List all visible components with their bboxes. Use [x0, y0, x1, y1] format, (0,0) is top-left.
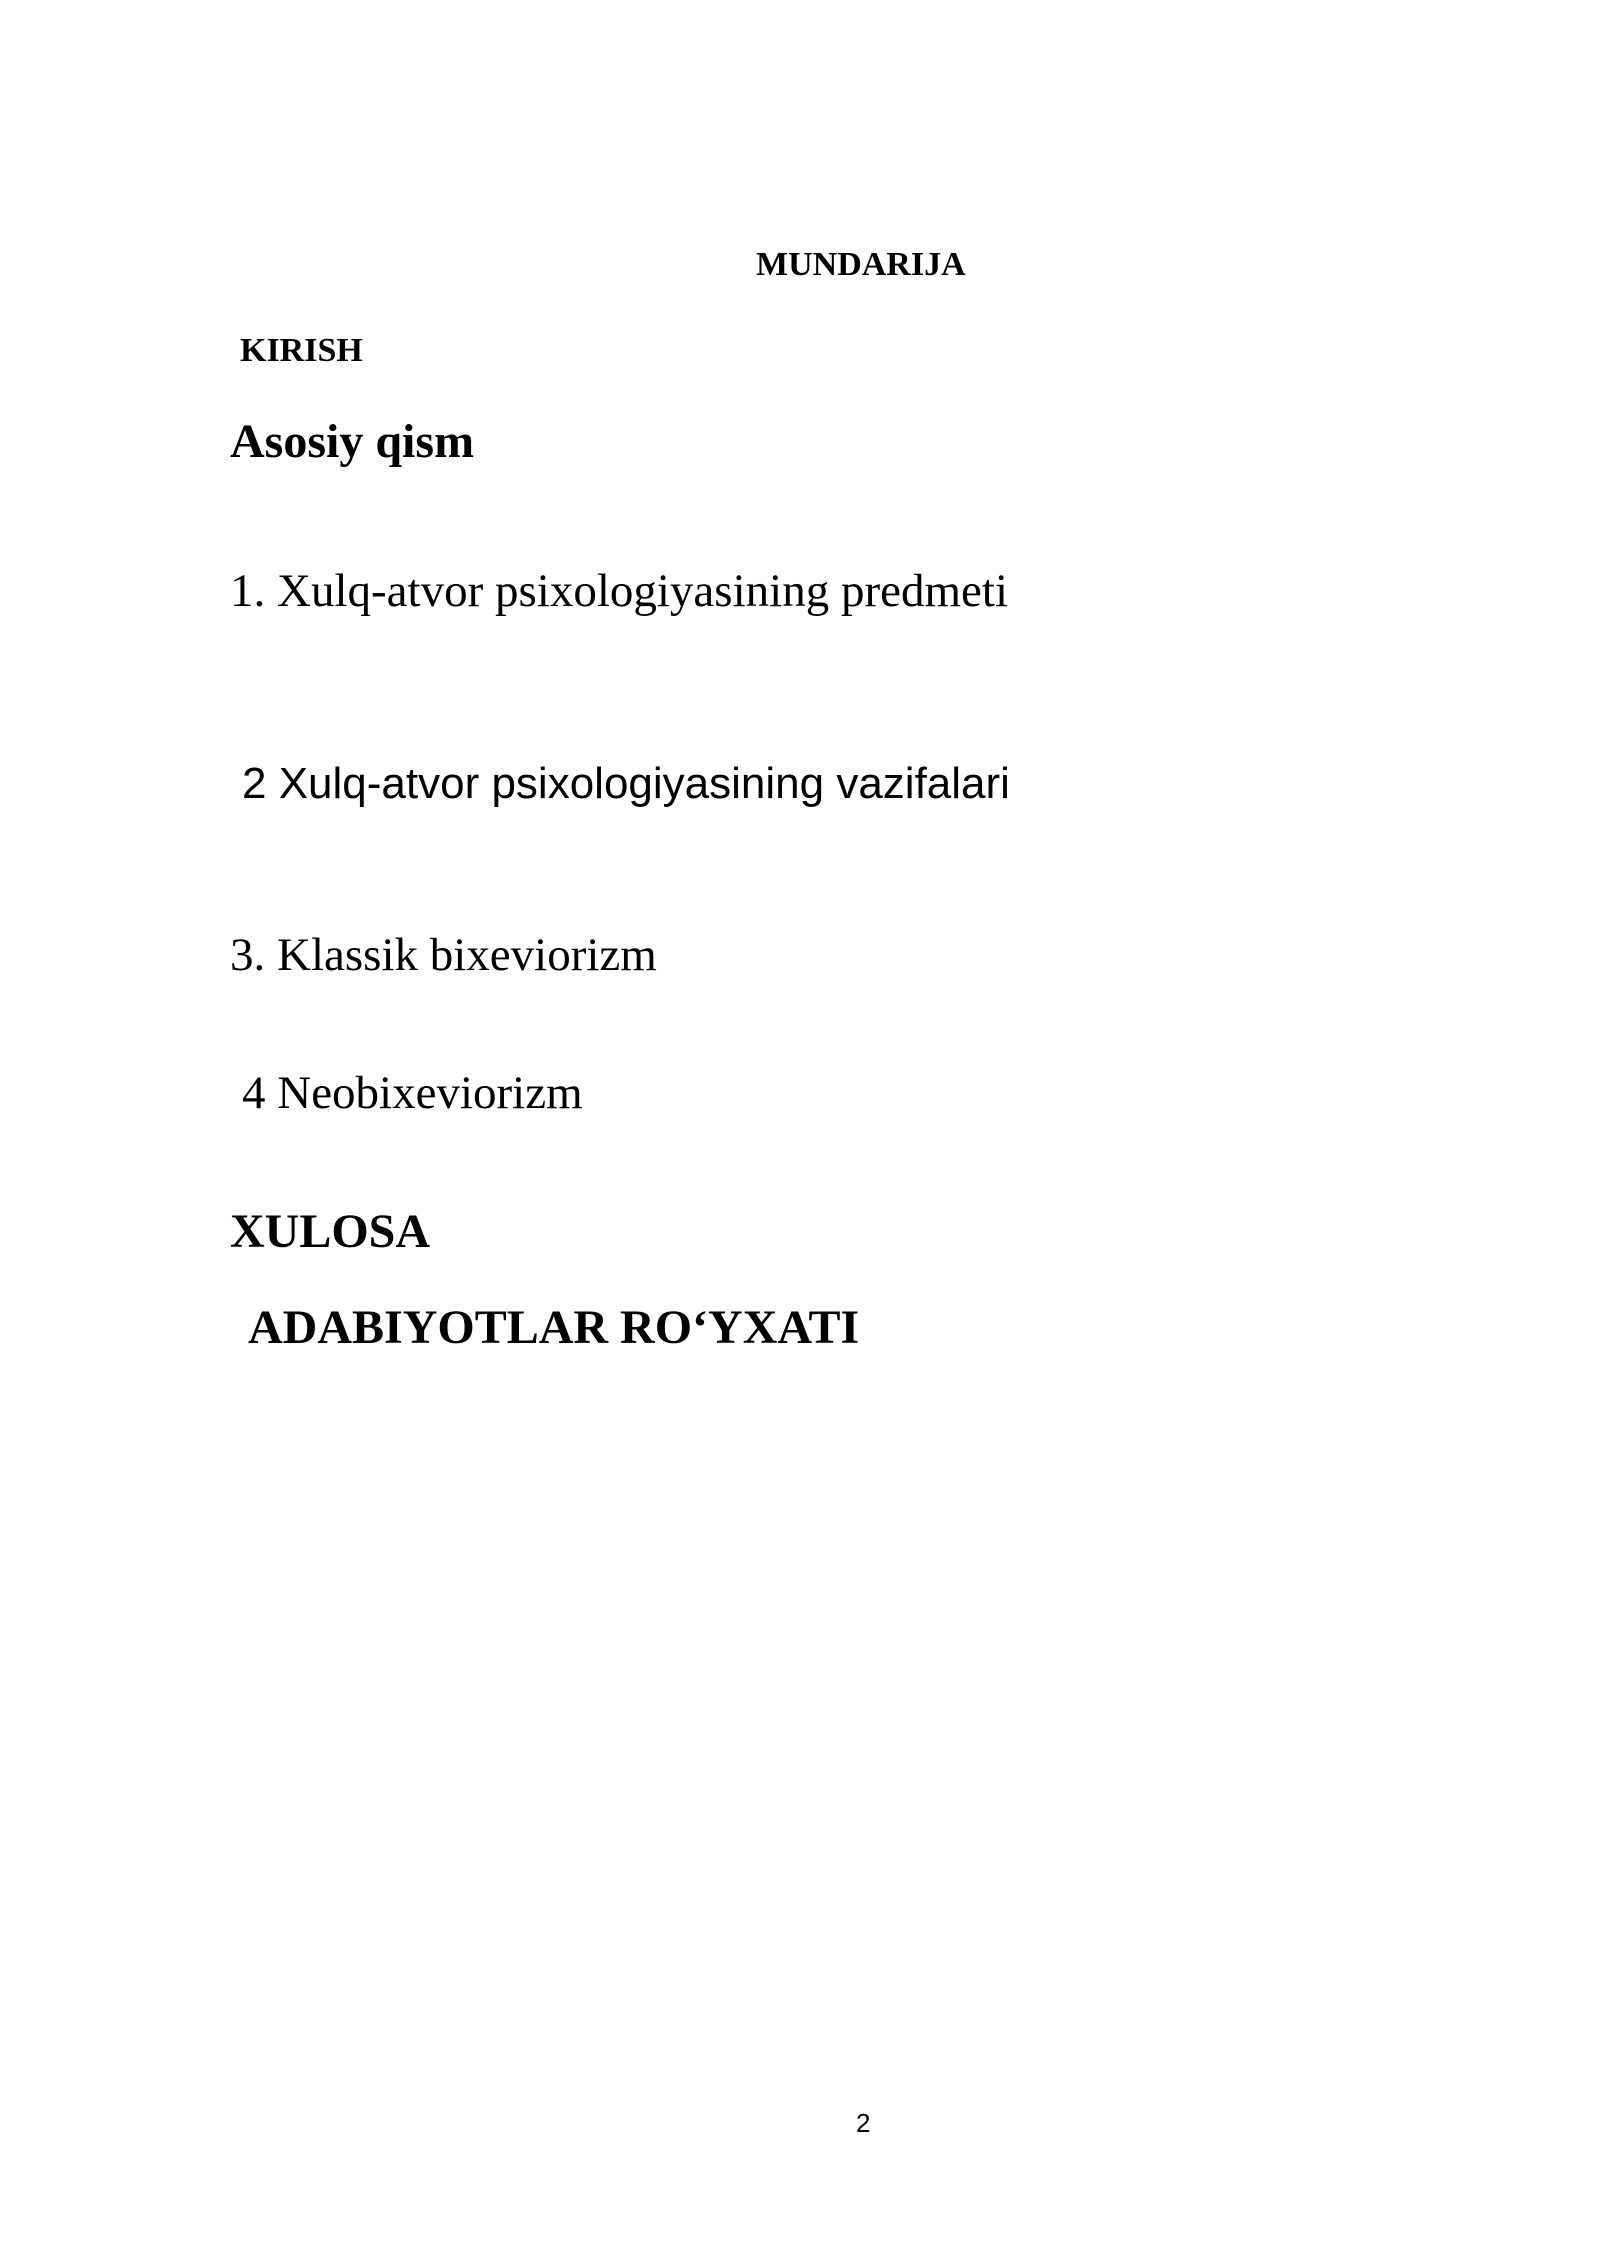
toc-entry-intro: KIRISH	[240, 332, 363, 369]
toc-entry-main-part: Asosiy qism	[230, 415, 475, 468]
toc-entry-item-1: 1. Xulq-atvor psixologiyasining predmeti	[230, 565, 1009, 617]
toc-entry-item-4: 4 Neobixeviorizm	[242, 1067, 583, 1119]
page-number: 2	[856, 2108, 871, 2138]
toc-entry-item-2: 2 Xulq-atvor psixologiyasining vazifalari	[242, 759, 1010, 808]
toc-title: MUNDARIJA	[756, 246, 966, 283]
toc-entry-item-3: 3. Klassik bixeviorizm	[230, 929, 657, 981]
toc-entry-conclusion: XULOSA	[230, 1205, 431, 1258]
toc-entry-references: ADABIYOTLAR RO‘YXATI	[248, 1301, 860, 1354]
